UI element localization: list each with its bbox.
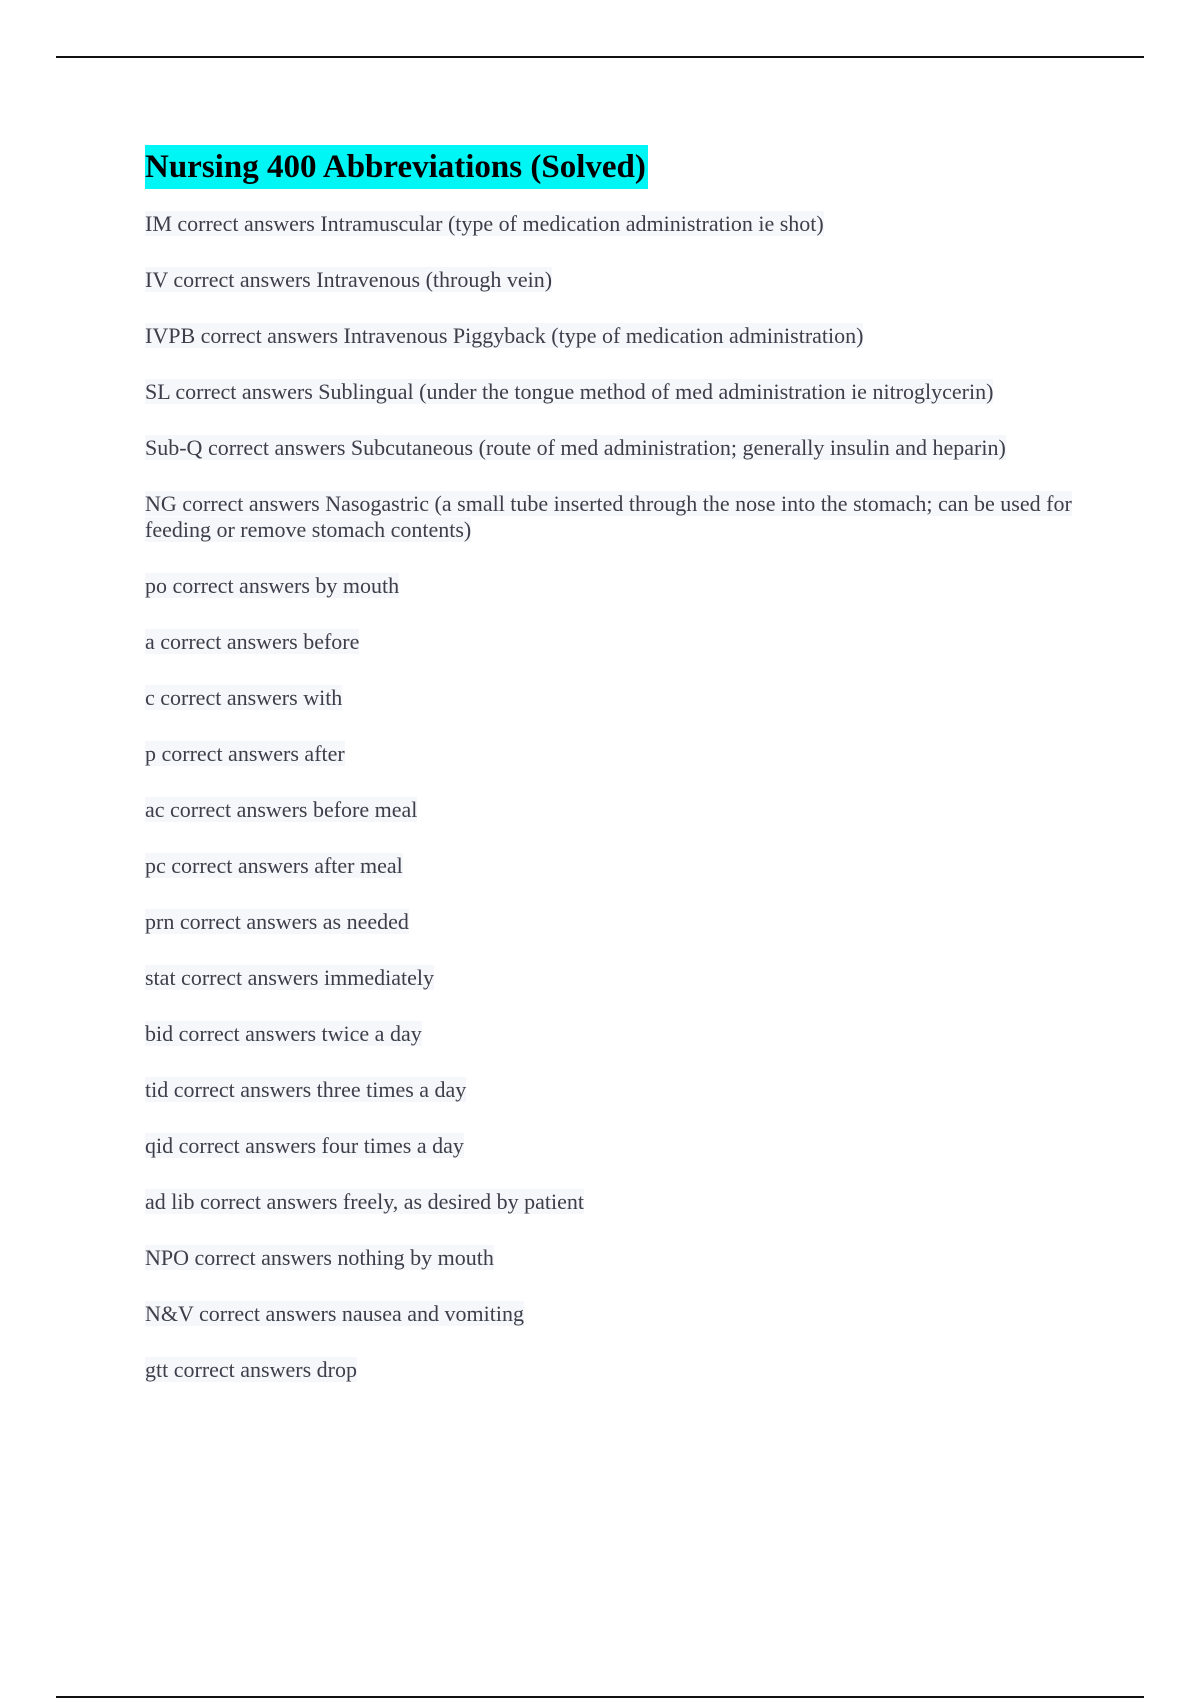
abbreviation-entry: IM correct answers Intramuscular (type of medication administration ie shot) bbox=[145, 211, 824, 236]
abbreviation-list bbox=[145, 211, 1085, 1383]
abbreviation-entry: NG correct answers Nasogastric (a small tube inserted through the nose into the stomach; can be used for feeding or remove stomach contents) bbox=[145, 491, 1072, 542]
abbreviation-entry: ac correct answers before meal bbox=[145, 797, 418, 822]
abbreviation-entry: IV correct answers Intravenous (through vein) bbox=[145, 267, 553, 292]
document-body bbox=[145, 145, 1085, 1413]
abbreviation-entry: gtt correct answers drop bbox=[145, 1357, 357, 1382]
abbreviation-entry: c correct answers with bbox=[145, 685, 343, 710]
abbreviation-entry: tid correct answers three times a day bbox=[145, 1077, 467, 1102]
abbreviation-entry: N&V correct answers nausea and vomiting bbox=[145, 1301, 524, 1326]
abbreviation-entry: stat correct answers immediately bbox=[145, 965, 434, 990]
abbreviation-entry: SL correct answers Sublingual (under the tongue method of med administration ie nitroglycerin) bbox=[145, 379, 994, 404]
abbreviation-entry: po correct answers by mouth bbox=[145, 573, 400, 598]
abbreviation-entry: NPO correct answers nothing by mouth bbox=[145, 1245, 494, 1270]
abbreviation-entry: ad lib correct answers freely, as desired by patient bbox=[145, 1189, 585, 1214]
abbreviation-entry: a correct answers before bbox=[145, 629, 360, 654]
abbreviation-entry: Sub-Q correct answers Subcutaneous (route of med administration; generally insulin and heparin) bbox=[145, 435, 1006, 460]
abbreviation-entry: p correct answers after bbox=[145, 741, 345, 766]
abbreviation-entry: IVPB correct answers Intravenous Piggyback (type of medication administration) bbox=[145, 323, 864, 348]
document-title: Nursing 400 Abbreviations (Solved) bbox=[145, 145, 648, 189]
footer-rule bbox=[56, 1696, 1144, 1698]
abbreviation-entry: prn correct answers as needed bbox=[145, 909, 409, 934]
header-rule bbox=[56, 56, 1144, 58]
abbreviation-entry: pc correct answers after meal bbox=[145, 853, 403, 878]
abbreviation-entry: qid correct answers four times a day bbox=[145, 1133, 464, 1158]
abbreviation-entry: bid correct answers twice a day bbox=[145, 1021, 422, 1046]
